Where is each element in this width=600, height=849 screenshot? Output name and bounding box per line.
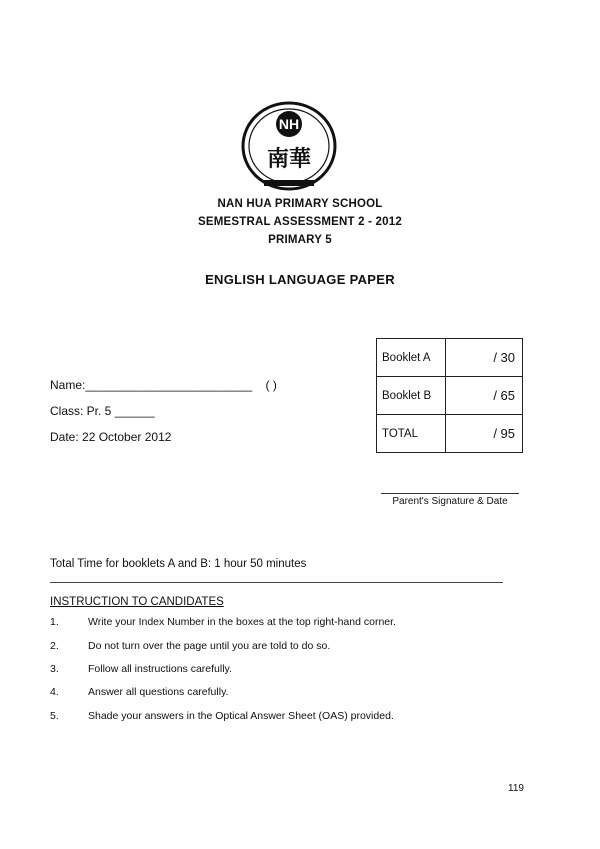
- score-value[interactable]: / 95: [446, 415, 523, 453]
- logo-initials: NH: [278, 116, 300, 132]
- name-field[interactable]: _________________________: [85, 378, 253, 392]
- instruction-number: 5.: [50, 710, 59, 722]
- instruction-number: 3.: [50, 663, 59, 675]
- name-label: Name:: [50, 378, 86, 392]
- score-row-booklet-a: [377, 339, 523, 377]
- score-value[interactable]: / 65: [446, 377, 523, 415]
- score-label: Booklet A: [377, 339, 446, 377]
- instruction-text: Write your Index Number in the boxes at the top right-hand corner.: [88, 616, 396, 628]
- assessment-title: SEMESTRAL ASSESSMENT 2 - 2012: [198, 216, 402, 228]
- score-row-total: [377, 415, 523, 453]
- instruction-text: Shade your answers in the Optical Answer Sheet (OAS) provided.: [88, 710, 394, 722]
- instruction-text: Follow all instructions carefully.: [88, 663, 232, 675]
- total-time: Total Time for booklets A and B: 1 hour 50 minutes: [50, 558, 307, 570]
- divider: [50, 582, 503, 583]
- instruction-item: [50, 710, 394, 722]
- score-label: Booklet B: [377, 377, 446, 415]
- instruction-item: [50, 640, 330, 652]
- score-value[interactable]: / 30: [446, 339, 523, 377]
- instructions-heading: INSTRUCTION TO CANDIDATES: [50, 596, 224, 608]
- logo-chinese-characters: 南華: [266, 147, 312, 172]
- name-row: [50, 378, 277, 392]
- instruction-number: 4.: [50, 686, 59, 698]
- score-row-booklet-b: [377, 377, 523, 415]
- instruction-number: 1.: [50, 616, 59, 628]
- instruction-item: [50, 616, 396, 628]
- instruction-text: Do not turn over the page until you are told to do so.: [88, 640, 331, 652]
- score-table: [376, 338, 523, 453]
- instruction-item: [50, 663, 232, 675]
- index-number-field[interactable]: ( ): [265, 378, 277, 392]
- class-field[interactable]: Class: Pr. 5 ______: [50, 404, 155, 418]
- date-label: Date: 22 October 2012: [50, 430, 172, 444]
- score-label: TOTAL: [377, 415, 446, 453]
- paper-title: ENGLISH LANGUAGE PAPER: [205, 272, 395, 287]
- instruction-text: Answer all questions carefully.: [88, 686, 229, 698]
- level-label: PRIMARY 5: [268, 234, 332, 246]
- school-logo: [240, 100, 338, 192]
- school-name: NAN HUA PRIMARY SCHOOL: [217, 198, 383, 210]
- instruction-item: [50, 686, 228, 698]
- parent-signature-label: Parent's Signature & Date: [381, 493, 519, 507]
- instruction-number: 2.: [50, 640, 59, 652]
- page-number: 119: [508, 783, 524, 794]
